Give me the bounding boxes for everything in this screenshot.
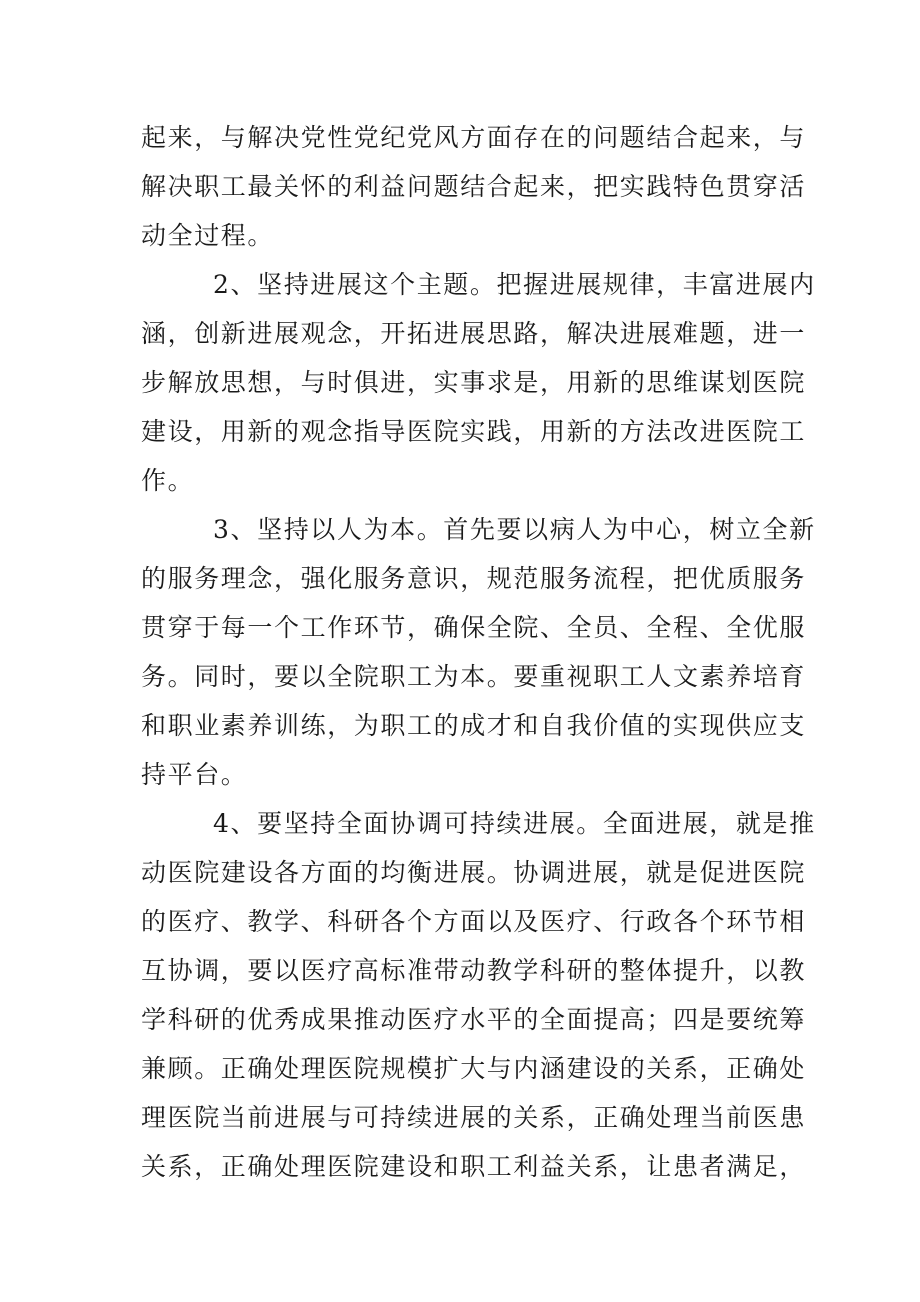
document-body [141, 113, 816, 1191]
paragraph-3-line-2: 的医疗、教学、科研各个方面以及医疗、行政各个环节相 [141, 907, 807, 936]
paragraph-2-line-3: 务。同时，要以全院职工为本。要重视职工人文素养培育 [141, 662, 807, 691]
paragraph-0-line-0: 起来，与解决党性党纪党风方面存在的问题结合起来，与 [141, 123, 807, 152]
paragraph-2-line-5: 持平台。 [141, 760, 248, 789]
paragraph-1-line-1: 涵，创新进展观念，开拓进展思路，解决进展难题，进一 [141, 319, 807, 348]
paragraph-2-line-2: 贯穿于每一个工作环节，确保全院、全员、全程、全优服 [141, 613, 807, 642]
paragraph-3-line-1: 动医院建设各方面的均衡进展。协调进展，就是促进医院 [141, 858, 807, 887]
paragraph-3-line-3: 互协调，要以医疗高标准带动教学科研的整体提升，以教 [141, 956, 807, 985]
paragraph-0-line-1: 解决职工最关怀的利益问题结合起来，把实践特色贯穿活 [141, 172, 807, 201]
paragraph-1-line-0: 2、坚持进展这个主题。把握进展规律，丰富进展内 [213, 270, 816, 299]
paragraph-2-line-1: 的服务理念，强化服务意识，规范服务流程，把优质服务 [141, 564, 807, 593]
paragraph-3-line-7: 关系，正确处理医院建设和职工利益关系，让患者满足， [141, 1152, 807, 1181]
paragraph-0-line-2: 动全过程。 [141, 221, 275, 250]
paragraph-2-line-0: 3、坚持以人为本。首先要以病人为中心，树立全新 [213, 515, 816, 544]
paragraph-1-line-4: 作。 [141, 466, 195, 495]
paragraph-3-line-5: 兼顾。正确处理医院规模扩大与内涵建设的关系，正确处 [141, 1054, 807, 1083]
paragraph-3-line-6: 理医院当前进展与可持续进展的关系，正确处理当前医患 [141, 1103, 807, 1132]
paragraph-1-line-2: 步解放思想，与时俱进，实事求是，用新的思维谋划医院 [141, 368, 807, 397]
paragraph-1-line-3: 建设，用新的观念指导医院实践，用新的方法改进医院工 [141, 417, 807, 446]
paragraph-3-line-4: 学科研的优秀成果推动医疗水平的全面提高；四是要统筹 [141, 1005, 807, 1034]
paragraph-3-line-0: 4、要坚持全面协调可持续进展。全面进展，就是推 [213, 809, 816, 838]
paragraph-2-line-4: 和职业素养训练，为职工的成才和自我价值的实现供应支 [141, 711, 807, 740]
